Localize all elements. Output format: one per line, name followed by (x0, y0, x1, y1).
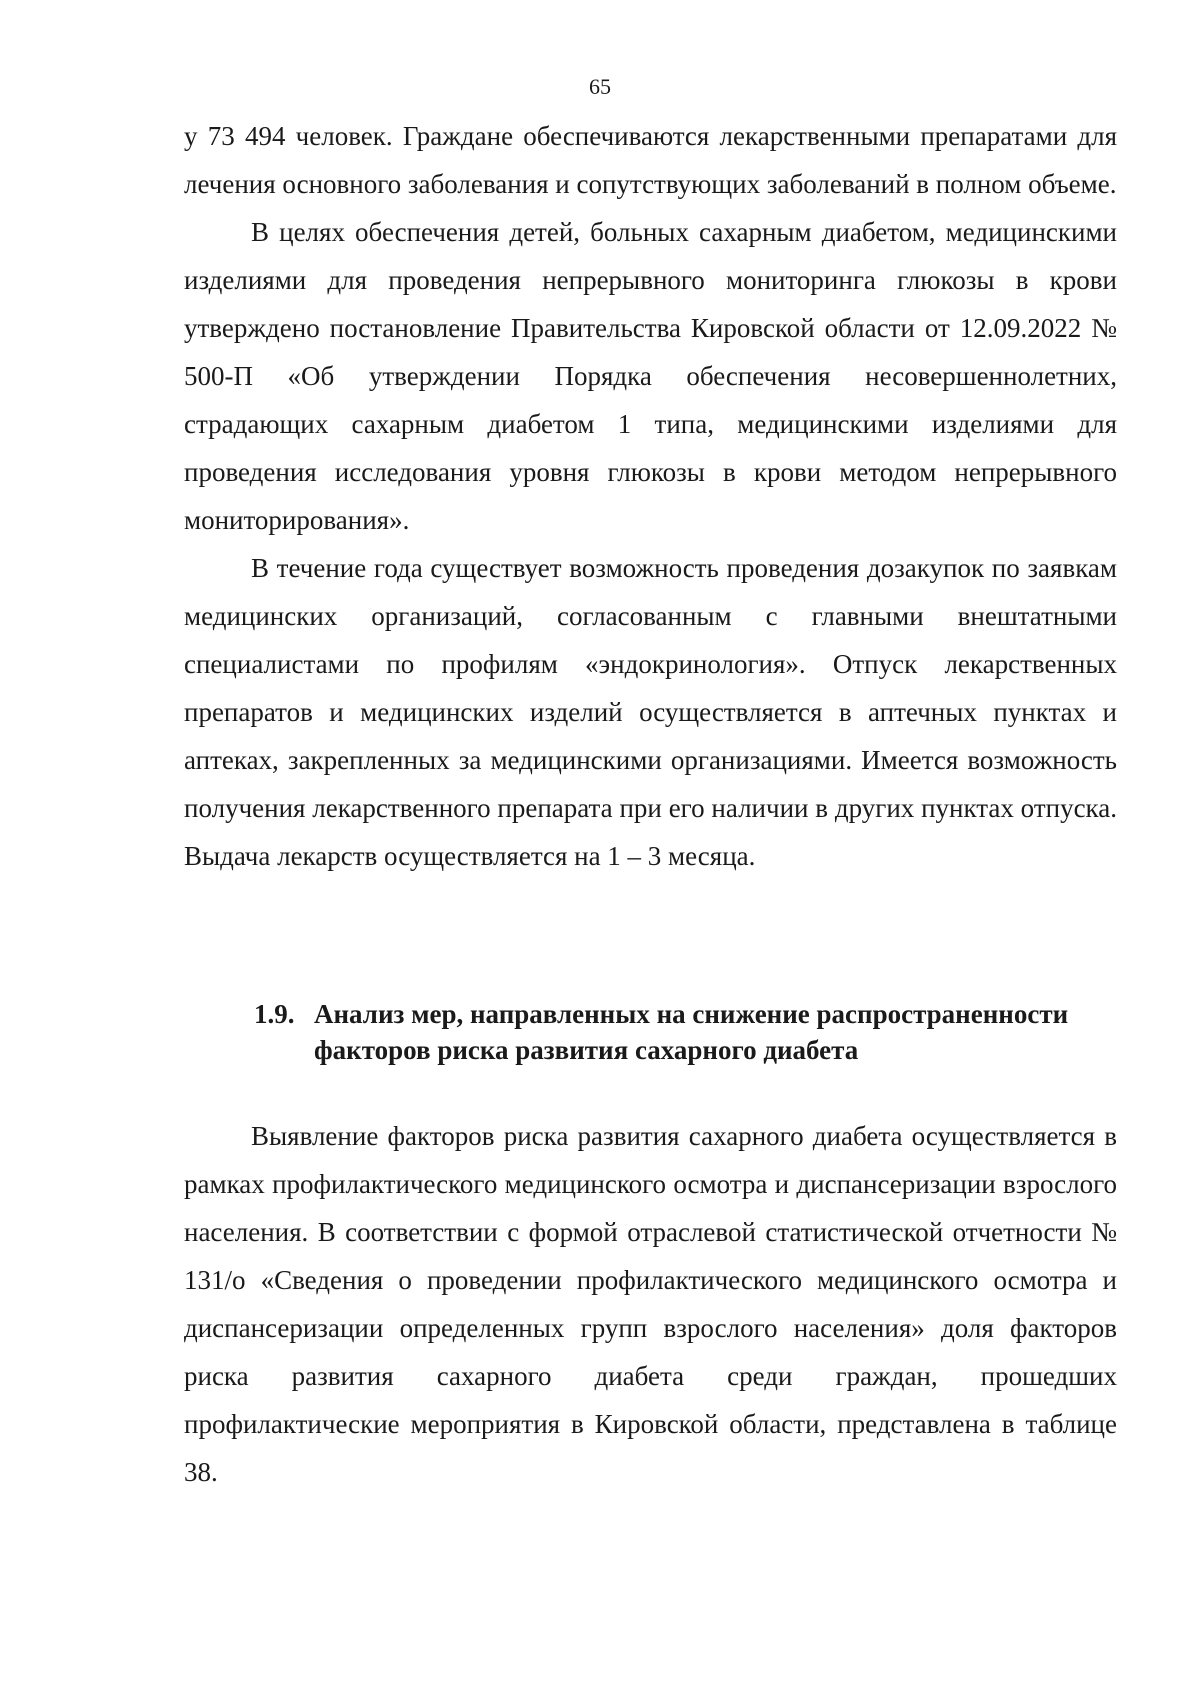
paragraph-monitoring-devices: В целях обеспечения детей, больных сахарным диабетом, медицинскими изделиями для проведения непрерывного мониторинга глюкозы в крови утверждено постановление Правительства Кировской области от 12.09.2022 № 500-П «Об утверждении Порядка обеспечения несовершеннолетних, страдающих сахарным диабетом 1 типа, медицинскими изделиями для проведения исследования уровня глюкозы в крови методом непрерывного мониторирования». (184, 217, 1117, 535)
body-text-block-1 (184, 112, 1117, 880)
paragraph-additional-purchases: В течение года существует возможность проведения дозакупок по заявкам медицинских организаций, согласованным с главными внештатными специалистами по профилям «эндокринология». Отпуск лекарственных препаратов и медицинских изделий осуществляется в аптечных пунктах и аптеках, закрепленных за медицинскими организациями. Имеется возможность получения лекарственного препарата при его наличии в других пунктах отпуска. Выдача лекарств осуществляется на 1 – 3 месяца. (184, 553, 1117, 871)
body-text-block-2 (184, 1112, 1117, 1496)
paragraph-risk-factors: Выявление факторов риска развития сахарного диабета осуществляется в рамках профилактического медицинского осмотра и диспансеризации взрослого населения. В соответствии с формой отраслевой статистической отчетности № 131/о «Сведения о проведении профилактического медицинского осмотра и диспансеризации определенных групп взрослого населения» доля факторов риска развития сахарного диабета среди граждан, прошедших профилактические мероприятия в Кировской области, представлена в таблице 38. (184, 1121, 1117, 1487)
paragraph-continuation: у 73 494 человек. Граждане обеспечиваются лекарственными препаратами для лечения основного заболевания и сопутствующих заболеваний в полном объеме. (184, 121, 1117, 199)
page-number: 65 (589, 74, 611, 99)
section-number: 1.9. (254, 999, 295, 1029)
section-title-line2: факторов риска развития сахарного диабета (314, 1035, 859, 1065)
section-heading (254, 996, 1124, 1068)
section-title-line1: Анализ мер, направленных на снижение распространенности (314, 999, 1069, 1029)
